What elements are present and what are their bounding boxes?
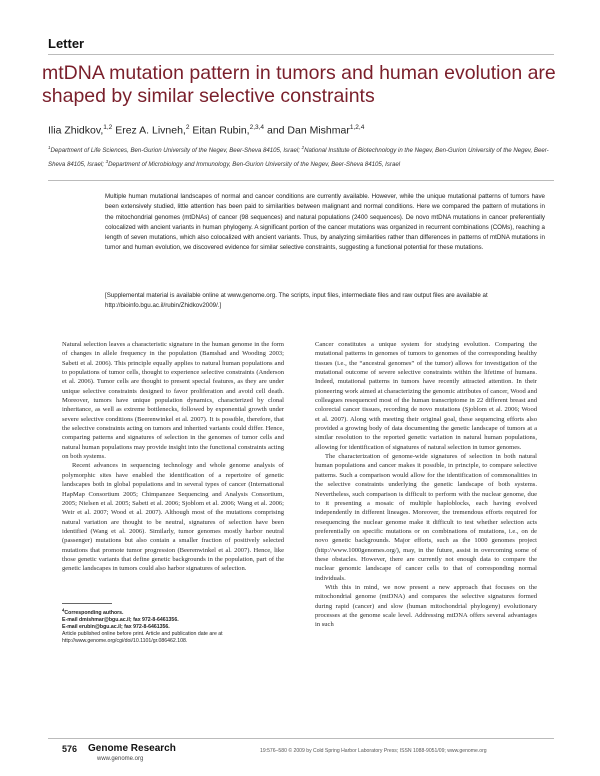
footnote-email xyxy=(62,617,292,624)
author-affiliation-sup: 1,2,4 xyxy=(349,124,365,131)
paragraph: Cancer constitutes a unique system for studying evolution. Comparing the mutational patterns in genomes of tumors to genomes of the corresponding healthy tissues (i.e., the “ancestral genomes” of the tumor) allows for investigation of the mutational outcome of severe selective constraints within the lifetime of humans. Indeed, mutational patterns in tumors have recently attracted attention. In their pioneering work aimed at characterizing the genomic attributes of cancer, Wood and colleagues resequenced most of the human transcriptome in 22 different breast and colorectal cancer tissues, recording de novo mutations (Sjoblom et al. 2006; Wood et al. 2007). Along with meeting their original goal, these sequencing efforts also provided a growing body of data documenting the genetic landscape of tumors at a similar resolution to the reported genetic variation in natural human populations, allowing for identification of signatures of natural selection in tumor genomes. xyxy=(315,341,537,451)
affiliation-sup: 3 xyxy=(105,159,109,165)
footnote-publication-note: Article published online before print. Article and publication date are at http://www.genome.org/cgi/doi/10.1101/gr.086462.108. xyxy=(62,630,223,644)
journal-url: www.genome.org xyxy=(97,756,144,762)
author-list xyxy=(48,124,364,137)
journal-name: Genome Research xyxy=(88,743,176,754)
affiliations xyxy=(48,142,558,170)
author: and Dan Mishmar xyxy=(266,124,350,137)
author: Eitan Rubin, xyxy=(192,124,250,137)
paragraph: Natural selection leaves a characteristic signature in the human genome in the form of changes in allele frequency in the population (Bamshad and Wooding 2003; Sabeti et al. 2006). This principle equally applies to natural human populations and to populations of tumor cells, thought to experience selective constraints (Anderson et al. 2006). Tumor cells are thought to present special features, as they are under unique selective constraints designed to favor proliferation and avoid cell death. Moreover, tumors have unique population dynamics, characterized by clonal inheritance, as well as extreme bottlenecks, followed by exponential growth under severe selective conditions (Beerenwinkel et al. 2007). It is possible, therefore, that the selective constraints acting on tumors and inherited variants could differ. Hence, comparing patterns and signatures of selection in the genomes of tumor cells and natural human populations may provide insight into the functional constraints acting on both systems. xyxy=(62,341,284,461)
footnote-email xyxy=(62,624,292,631)
affiliation: Department of Microbiology and Immunology, Ben-Gurion University of the Negev, Beer-Sheva 84105, Israel xyxy=(108,161,401,169)
paragraph: The characterization of genome-wide signatures of selection in both natural human populations and cancer makes it possible, in principle, to compare selective patterns. Such a comparison would allow for the identification of commonalities in the selective constraints underlying the genetic landscape of both systems. Nevertheless, such comparison is difficult to perform with the nuclear genome, due to it presenting a mosaic of multiple haploblocks, each having evolved independently in different lineages. Moreover, the tremendous efforts required for resequencing the nuclear genome make it difficult to test whether selection acts preferentially on specific mutations or on combinations of mutations, i.e., on de novo genetic backgrounds. Major efforts, such as the 1000 genomes project (http://www.1000genomes.org/), may, in the future, assist in overcoming some of these obstacles. However, there are currently not enough data to compare the nuclear genomic landscape of cancer cells to that of corresponding normal individuals. xyxy=(315,453,537,582)
body-column-left xyxy=(62,340,284,574)
affiliation-sup: 1 xyxy=(48,145,51,150)
body-column-right xyxy=(315,340,537,630)
citation-line: 19:576–580 © 2009 by Cold Spring Harbor Laboratory Press; ISSN 1088-9051/09; www.genome.org xyxy=(260,748,487,754)
page-number: 576 xyxy=(62,744,78,754)
footnote-separator xyxy=(62,603,112,604)
footnote xyxy=(62,606,292,645)
author: Erez A. Livneh, xyxy=(115,124,186,137)
abstract: Multiple human mutational landscapes of normal and cancer conditions are currently available. However, while the unique mutational patterns of tumors have been extensively studied, little attention has been paid to similarities between malignant and normal conditions. Here we compared the pattern of mutations in the mitochondrial genomes (mtDNAs) of cancer (98 sequences) and natural populations (2400 sequences). De novo mtDNA mutations in cancer preferentially colocalized with ancient variants in human phylogeny. A significant portion of the cancer mutations was organized in recurrent combinations (COMs), reaching a length of seven mutations, which also colocalized with ancient variants. Thus, by analyzing similarities rather than differences in patterns of mtDNA mutations in tumor and human evolution, we discovered evidence for similar selective constraints, suggesting a functional potential for these mutations. xyxy=(105,193,545,252)
article-type-label: Letter xyxy=(48,36,85,51)
author-affiliation-sup: 1,2 xyxy=(103,124,113,131)
email-label: E-mail xyxy=(62,623,80,630)
email-label: E-mail xyxy=(62,616,80,623)
footnote-heading xyxy=(62,606,292,617)
footer-rule xyxy=(48,738,554,739)
author-affiliation-sup: 2,3,4 xyxy=(249,124,265,131)
author: Ilia Zhidkov, xyxy=(48,124,104,137)
paragraph: With this in mind, we now present a new approach that focuses on the mitochondrial genome (mtDNA) and compares the selective signatures formed during rapid (cancer) and slow (human mitochondrial phylogeny) evolutionary processes at the genome scale level. Addressing mtDNA offers several advantages in such xyxy=(315,583,537,629)
footnote-heading-text: Corresponding authors. xyxy=(64,609,124,616)
paragraph: Recent advances in sequencing technology and whole genome analysis of polymorphic sites have enabled the identification of a repertoire of genetic landscapes both in global populations and in several types of cancer (International HapMap Consortium 2005; Chimpanzee Sequencing and Analysis Consortium, 2005; Nielsen et al. 2005; Sabeti et al. 2006; Sjoblom et al. 2006; Wang et al. 2006; Weir et al. 2007; Wood et al. 2007). Although most of the mutations comprising natural variation are thought to be neutral, signatures of selection have been identified (Wang et al. 2006). Similarly, tumor genomes mostly harbor neutral (passenger) mutations but also contain a smaller fraction of positively selected mutations that promote tumor progression (Beerenwinkel et al. 2007). Hence, like those genetic variants that define genetic backgrounds in the population, part of the genetic landscapes in tumors could also harbor signatures of selection. xyxy=(62,462,284,573)
author-affiliation-sup: 2 xyxy=(185,124,190,131)
footnote-sup: 4 xyxy=(62,607,65,612)
affiliation: Department of Life Sciences, Ben-Gurion University of the Negev, Beer-Sheva 84105, Israel; xyxy=(50,147,302,155)
affiliation-sup: 2 xyxy=(301,145,305,150)
email-value: dmishmar@bgu.ac.il; fax 972-8-6461356. xyxy=(79,616,179,623)
supplemental-note: [Supplemental material is available online at www.genome.org. The scripts, input files, intermediate files and raw output files are available at http://bioinfo.bgu.ac.il/rubin/Zhidkov2009/.] xyxy=(105,292,488,310)
article-title: mtDNA mutation pattern in tumors and human evolution are shaped by similar selective constraints xyxy=(42,62,556,107)
email-value: erubin@bgu.ac.il; fax 972-8-6461356. xyxy=(79,623,170,630)
affiliation: National Institute of Biotechnology in the Negev, Ben-Gurion University of the Negev, Beer-Sheva 84105, Israel; xyxy=(48,147,549,169)
header-rule xyxy=(48,54,554,55)
abstract-top-rule xyxy=(48,180,554,181)
